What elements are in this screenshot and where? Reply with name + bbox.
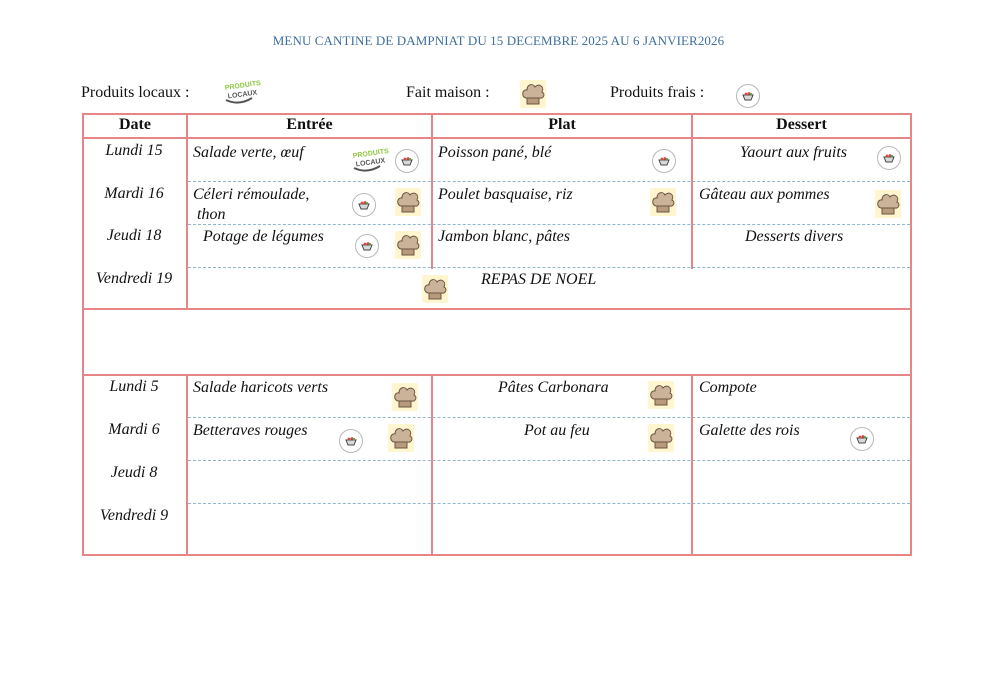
main-cell: Jambon blanc, pâtes <box>438 228 570 245</box>
table-border-left <box>82 113 84 556</box>
local-logo-word-1: PRODUITS <box>224 79 262 92</box>
starter-cell: Salade verte, œuf <box>193 144 304 161</box>
row-divider <box>188 224 910 225</box>
homemade-icon <box>650 188 676 216</box>
header-separator <box>82 137 912 139</box>
fresh-products-icon <box>850 427 874 451</box>
homemade-icon <box>648 381 674 409</box>
svg-text:PRODUITS: PRODUITS <box>352 147 390 160</box>
homemade-icon <box>392 383 418 411</box>
legend-local-label: Produits locaux : <box>81 84 190 101</box>
row-divider <box>188 460 910 461</box>
starter-cell: Céleri rémoulade, <box>193 186 310 203</box>
row-divider <box>188 503 910 504</box>
homemade-icon <box>520 80 546 108</box>
dessert-cell: Compote <box>699 379 757 396</box>
col-separator-plat <box>691 113 693 269</box>
date-cell: Lundi 15 <box>105 142 163 159</box>
date-cell: Mardi 16 <box>104 185 164 202</box>
fresh-products-icon <box>352 193 376 217</box>
fresh-products-icon <box>355 234 379 258</box>
row-divider <box>188 267 910 268</box>
date-cell: Vendredi 9 <box>99 507 169 524</box>
homemade-icon <box>648 424 674 452</box>
starter-cell: Potage de légumes <box>203 228 324 245</box>
dessert-cell: Gâteau aux pommes <box>699 186 830 203</box>
row-divider <box>188 417 910 418</box>
fresh-products-icon <box>877 146 901 170</box>
header-starter: Entrée <box>286 116 333 133</box>
legend-fresh-label: Produits frais : <box>610 84 705 101</box>
table-border-right <box>910 113 912 556</box>
homemade-icon <box>395 231 421 259</box>
local-logo-word-2: LOCAUX <box>227 89 258 101</box>
starter-cell-line2: thon <box>197 206 226 223</box>
header-dessert: Dessert <box>776 116 827 133</box>
menu-table <box>82 113 912 556</box>
dessert-cell: Desserts divers <box>745 228 844 245</box>
week1-bottom-line <box>82 308 912 310</box>
date-cell: Jeudi 18 <box>106 227 162 244</box>
legend-homemade-label: Fait maison : <box>406 84 490 101</box>
dessert-cell: Yaourt aux fruits <box>740 144 847 161</box>
local-products-icon <box>222 76 262 106</box>
homemade-icon <box>395 188 421 216</box>
fresh-products-icon <box>736 84 760 108</box>
local-products-icon <box>350 144 390 174</box>
dessert-cell: Galette des rois <box>699 422 800 439</box>
homemade-icon <box>422 275 448 303</box>
header-main: Plat <box>548 116 576 133</box>
starter-cell: Salade haricots verts <box>193 379 329 396</box>
week2-top-line <box>82 374 912 376</box>
date-cell: Vendredi 19 <box>95 270 173 287</box>
header-date: Date <box>119 116 151 133</box>
col-separator-date-w2 <box>186 374 188 556</box>
main-cell: Poulet basquaise, riz <box>438 186 573 203</box>
date-cell: Mardi 6 <box>108 421 160 438</box>
date-cell: Lundi 5 <box>109 378 159 395</box>
main-cell: Poisson pané, blé <box>438 144 552 161</box>
homemade-icon <box>875 190 901 218</box>
main-cell: Pot au feu <box>524 422 590 439</box>
fresh-products-icon <box>652 149 676 173</box>
christmas-meal-cell: REPAS DE NOEL <box>481 271 597 288</box>
starter-cell: Betteraves rouges <box>193 422 308 439</box>
svg-text:LOCAUX: LOCAUX <box>355 157 386 169</box>
col-separator-entree-w2 <box>431 374 433 556</box>
date-cell: Jeudi 8 <box>110 464 158 481</box>
fresh-products-icon <box>395 149 419 173</box>
row-divider <box>188 181 910 182</box>
col-separator-entree <box>431 113 433 269</box>
homemade-icon <box>388 424 414 452</box>
menu-title: MENU CANTINE DE DAMPNIAT DU 15 DECEMBRE 2025 AU 6 JANVIER2026 <box>272 33 725 48</box>
fresh-products-icon <box>339 429 363 453</box>
main-cell: Pâtes Carbonara <box>498 379 609 396</box>
col-separator-plat-w2 <box>691 374 693 556</box>
col-separator-date <box>186 113 188 310</box>
table-border-bottom <box>82 554 912 556</box>
